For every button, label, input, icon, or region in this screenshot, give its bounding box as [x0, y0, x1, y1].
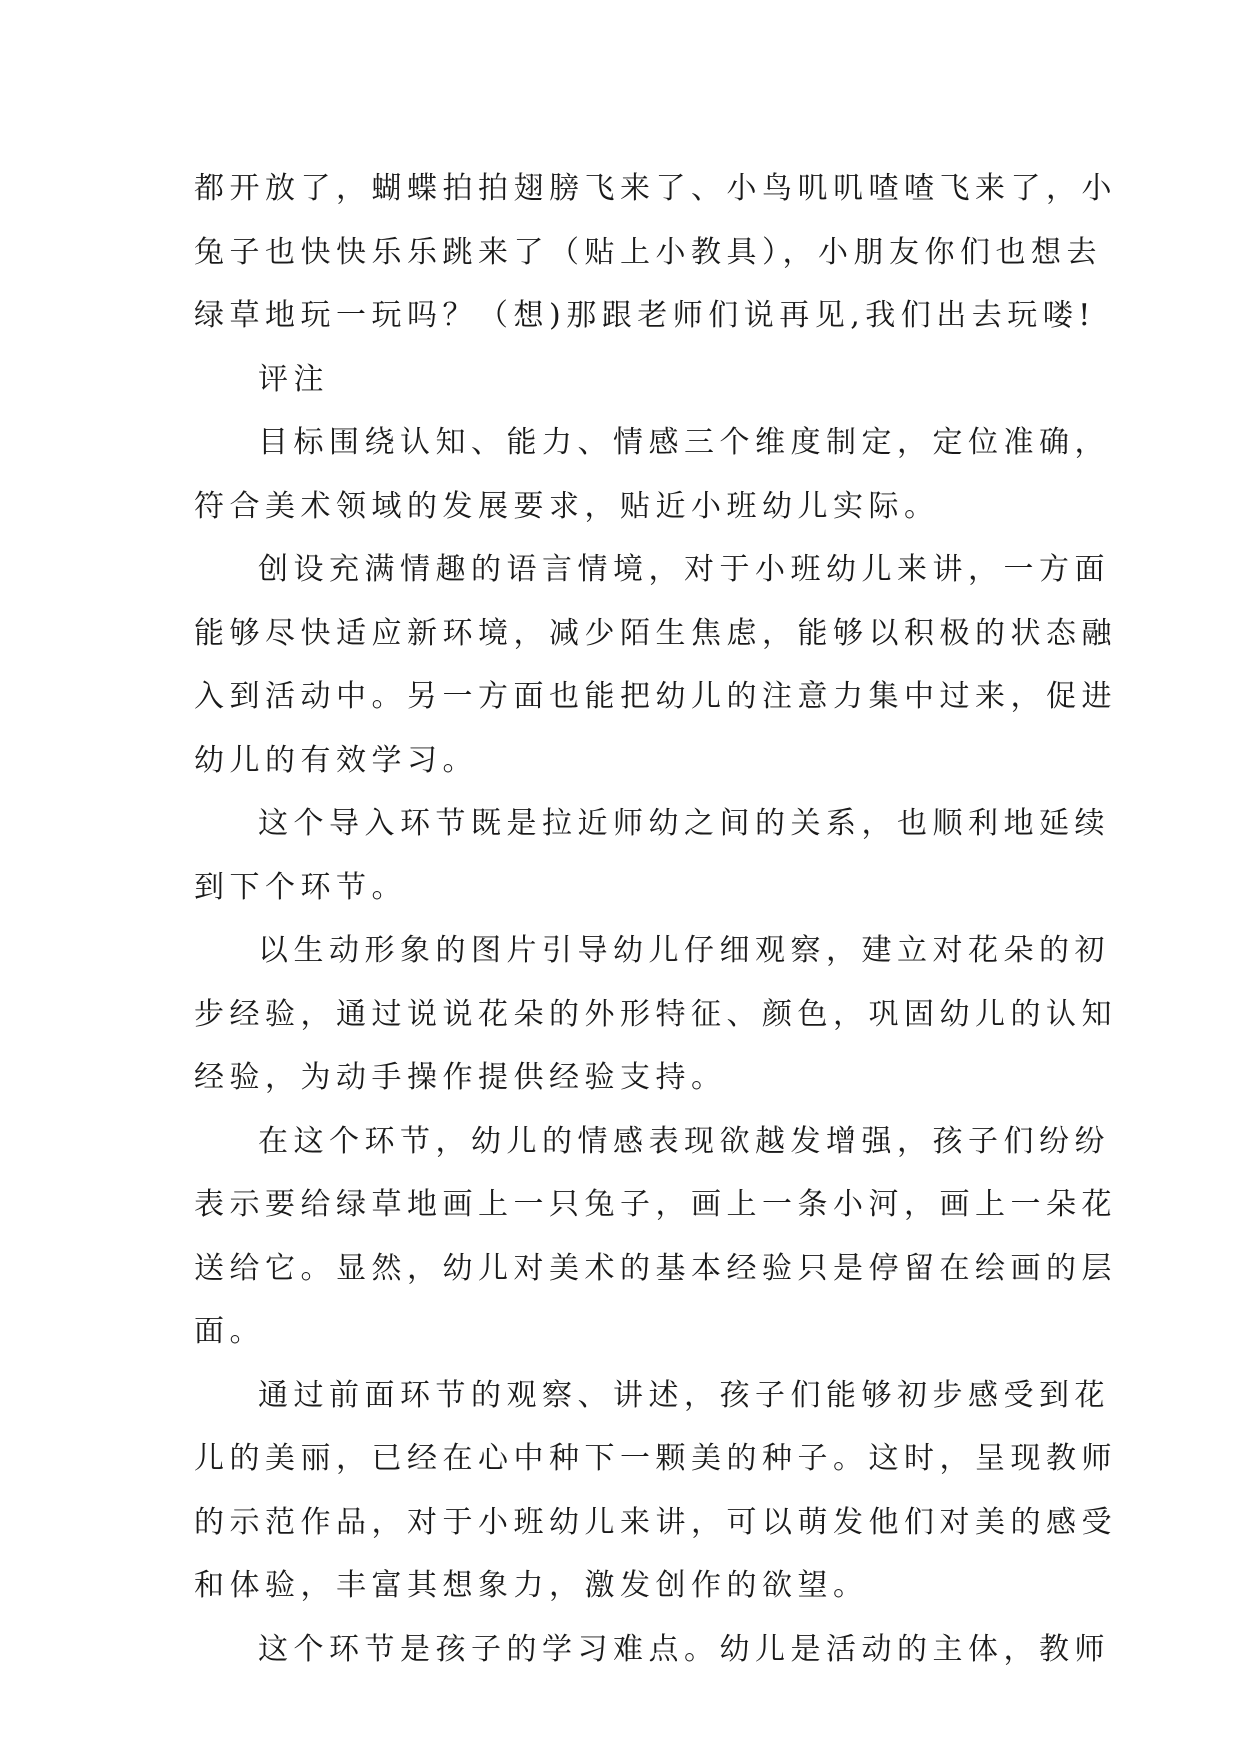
text-line: 符合美术领域的发展要求，贴近小班幼儿实际。 [194, 488, 940, 524]
text-line: 表示要给绿草地画上一只兔子，画上一条小河，画上一朵花 [194, 1187, 1117, 1222]
text-line: 在这个环节，幼儿的情感表现欲越发增强，孩子们纷纷 [258, 1123, 1110, 1159]
text-line: 儿的美丽，已经在心中种下一颗美的种子。这时，呈现教师 [194, 1441, 1117, 1476]
text-line: 都开放了，蝴蝶拍拍翅膀飞来了、小鸟叽叽喳喳飞来了，小 [194, 171, 1117, 206]
text-line: 经验，为动手操作提供经验支持。 [194, 1060, 727, 1095]
text-line: 评注 [258, 361, 329, 397]
text-line: 幼儿的有效学习。 [194, 742, 478, 778]
text-line: 这个导入环节既是拉近师幼之间的关系，也顺利地延续 [258, 806, 1110, 841]
text-line: 面。 [194, 1314, 265, 1349]
text-line: 通过前面环节的观察、讲述，孩子们能够初步感受到花 [258, 1377, 1110, 1413]
document-body [194, 157, 1117, 1681]
text-line: 入到活动中。另一方面也能把幼儿的注意力集中过来，促进 [194, 679, 1117, 714]
text-line: 创设充满情趣的语言情境，对于小班幼儿来讲，一方面 [258, 552, 1110, 587]
text-line: 送给它。显然，幼儿对美术的基本经验只是停留在绘画的层 [194, 1250, 1117, 1286]
text-line: 以生动形象的图片引导幼儿仔细观察，建立对花朵的初 [258, 933, 1110, 968]
text-line: 绿草地玩一玩吗？（想)那跟老师们说再见,我们出去玩喽! [194, 298, 1096, 333]
text-line: 和体验，丰富其想象力，激发创作的欲望。 [194, 1568, 869, 1603]
text-line: 兔子也快快乐乐跳来了（贴上小教具），小朋友你们也想去 [194, 234, 1102, 270]
text-line: 步经验，通过说说花朵的外形特征、颜色，巩固幼儿的认知 [194, 996, 1117, 1032]
text-line: 能够尽快适应新环境，减少陌生焦虑，能够以积极的状态融 [194, 615, 1117, 651]
text-line: 到下个环节。 [194, 869, 407, 905]
text-line: 的示范作品，对于小班幼儿来讲，可以萌发他们对美的感受 [194, 1504, 1117, 1540]
text-line: 这个环节是孩子的学习难点。幼儿是活动的主体，教师 [258, 1631, 1110, 1667]
text-line: 目标围绕认知、能力、情感三个维度制定，定位准确， [258, 425, 1110, 460]
